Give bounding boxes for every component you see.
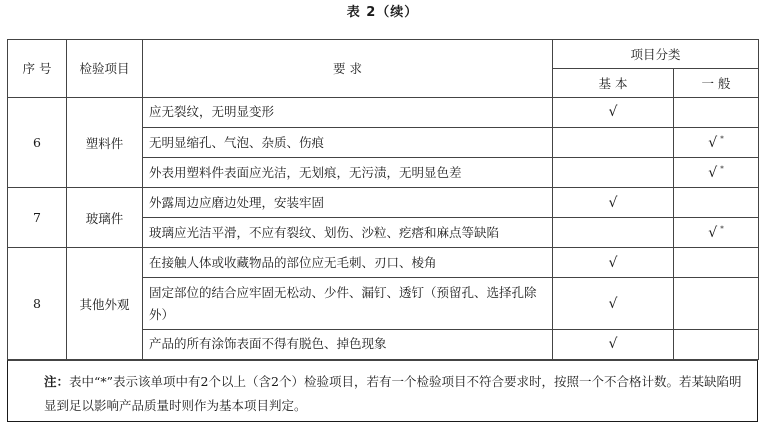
requirement-text: 外露周边应磨边处理，安装牢固 — [143, 188, 553, 218]
basic-check: √ — [553, 188, 674, 218]
header-category — [553, 40, 759, 69]
basic-check: √ — [553, 278, 674, 330]
group-no: 6 — [8, 97, 67, 187]
requirement-text: 固定部位的结合应牢固无松动、少件、漏钉、透钉（预留孔、选择孔除外） — [143, 278, 553, 330]
table-row — [8, 97, 759, 127]
header-requirement-label: 要 求 — [333, 61, 362, 77]
table-title: 表 2（续） — [346, 5, 419, 20]
group-item: 玻璃件 — [67, 188, 143, 248]
basic-check: √ — [553, 329, 674, 359]
requirement-text: 产品的所有涂饰表面不得有脱色、掉色现象 — [143, 329, 553, 359]
asterisk-mark: * — [720, 134, 724, 143]
header-no-label: 序 号 — [22, 61, 52, 77]
asterisk-mark: * — [720, 224, 724, 233]
general-check — [674, 158, 759, 188]
inspection-table — [7, 39, 759, 360]
basic-check: √ — [553, 97, 674, 127]
header-item-label: 检验项目 — [79, 61, 130, 77]
general-check — [674, 278, 759, 330]
general-check — [674, 97, 759, 127]
basic-check — [553, 218, 674, 248]
general-check-mark: √ — [708, 164, 718, 181]
table-note — [7, 360, 758, 422]
group-item: 塑料件 — [67, 97, 143, 187]
general-check-mark: √ — [708, 224, 718, 241]
general-check — [674, 248, 759, 278]
header-general — [674, 68, 759, 97]
requirement-text: 无明显缩孔、气泡、杂质、伤痕 — [143, 128, 553, 158]
table-row — [8, 188, 759, 218]
header-category-label: 项目分类 — [630, 46, 681, 62]
requirement-text: 应无裂纹，无明显变形 — [143, 97, 553, 127]
header-no — [8, 40, 67, 98]
group-item: 其他外观 — [67, 248, 143, 360]
general-check-mark: √ — [708, 134, 718, 151]
header-item — [67, 40, 143, 98]
header-basic-label: 基 本 — [598, 75, 628, 91]
header-requirement — [143, 40, 553, 98]
note-text: 表中“*”表示该单项中有2个以上（含2个）检验项目，若有一个检验项目不符合要求时，按照一个不合格计数。若某缺陷明显到足以影响产品质量时则作为基本项目判定。 — [44, 374, 742, 413]
general-check — [674, 188, 759, 218]
basic-check — [553, 158, 674, 188]
requirement-text: 外表用塑料件表面应光洁，无划痕，无污渍，无明显色差 — [143, 158, 553, 188]
note-label: 注： — [44, 374, 70, 389]
requirement-text: 玻璃应光洁平滑，不应有裂纹、划伤、沙粒、疙瘩和麻点等缺陷 — [143, 218, 553, 248]
general-check — [674, 128, 759, 158]
basic-check — [553, 128, 674, 158]
group-no: 8 — [8, 248, 67, 360]
header-general-label: 一 般 — [701, 75, 731, 91]
basic-check: √ — [553, 248, 674, 278]
table-row — [8, 248, 759, 278]
asterisk-mark: * — [720, 164, 724, 173]
requirement-text: 在接触人体或收藏物品的部位应无毛刺、刃口、棱角 — [143, 248, 553, 278]
header-basic — [553, 68, 674, 97]
general-check — [674, 329, 759, 359]
general-check — [674, 218, 759, 248]
group-no: 7 — [8, 188, 67, 248]
